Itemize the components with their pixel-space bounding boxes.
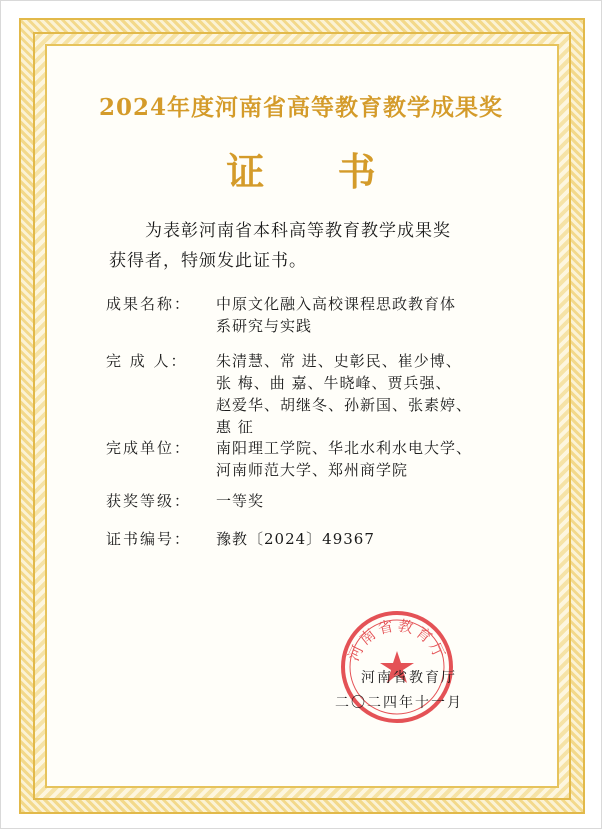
certificate-heading: 证 书 <box>226 149 406 194</box>
field-value <box>216 528 516 550</box>
units-line-1: 南阳理工学院、华北水利水电大学、 <box>216 439 473 457</box>
field-value <box>216 437 516 481</box>
completers-line-1: 朱清慧、常 进、史彰民、崔少博、 <box>216 352 462 370</box>
completers-line-4: 惠 征 <box>216 418 254 436</box>
field-label: 证书编号： <box>106 530 192 548</box>
field-value <box>216 350 516 438</box>
completers-line-2: 张 梅、曲 嘉、牛晓峰、贾兵强、 <box>216 374 452 392</box>
units-line-2: 河南师范大学、郑州商学院 <box>216 461 409 479</box>
intro-text <box>109 216 529 276</box>
achievement-line-2: 系研究与实践 <box>216 317 313 335</box>
field-label: 成果名称： <box>106 295 192 313</box>
completers-line-3: 赵爱华、胡继冬、孙新国、张素婷、 <box>216 396 473 414</box>
number-value: 豫教〔2024〕49367 <box>216 530 375 548</box>
issue-date: 二〇二四年十一月 <box>335 695 463 711</box>
field-value <box>216 490 516 512</box>
field-label: 完 成 人： <box>106 352 188 370</box>
level-value: 一等奖 <box>216 492 265 510</box>
certificate-title: 2024年度河南省高等教育教学成果奖 <box>98 94 503 121</box>
intro-line-1: 为表彰河南省本科高等教育教学成果奖 <box>145 221 451 241</box>
field-value <box>216 293 516 337</box>
field-label: 获奖等级： <box>106 492 192 510</box>
achievement-line-1: 中原文化融入高校课程思政教育体 <box>216 295 457 313</box>
intro-line-2: 获得者，特颁发此证书。 <box>109 251 307 271</box>
field-label: 完成单位： <box>106 439 192 457</box>
issuer-name: 河南省教育厅 <box>361 670 457 686</box>
seal-text: 河南省教育厅 <box>344 616 450 664</box>
